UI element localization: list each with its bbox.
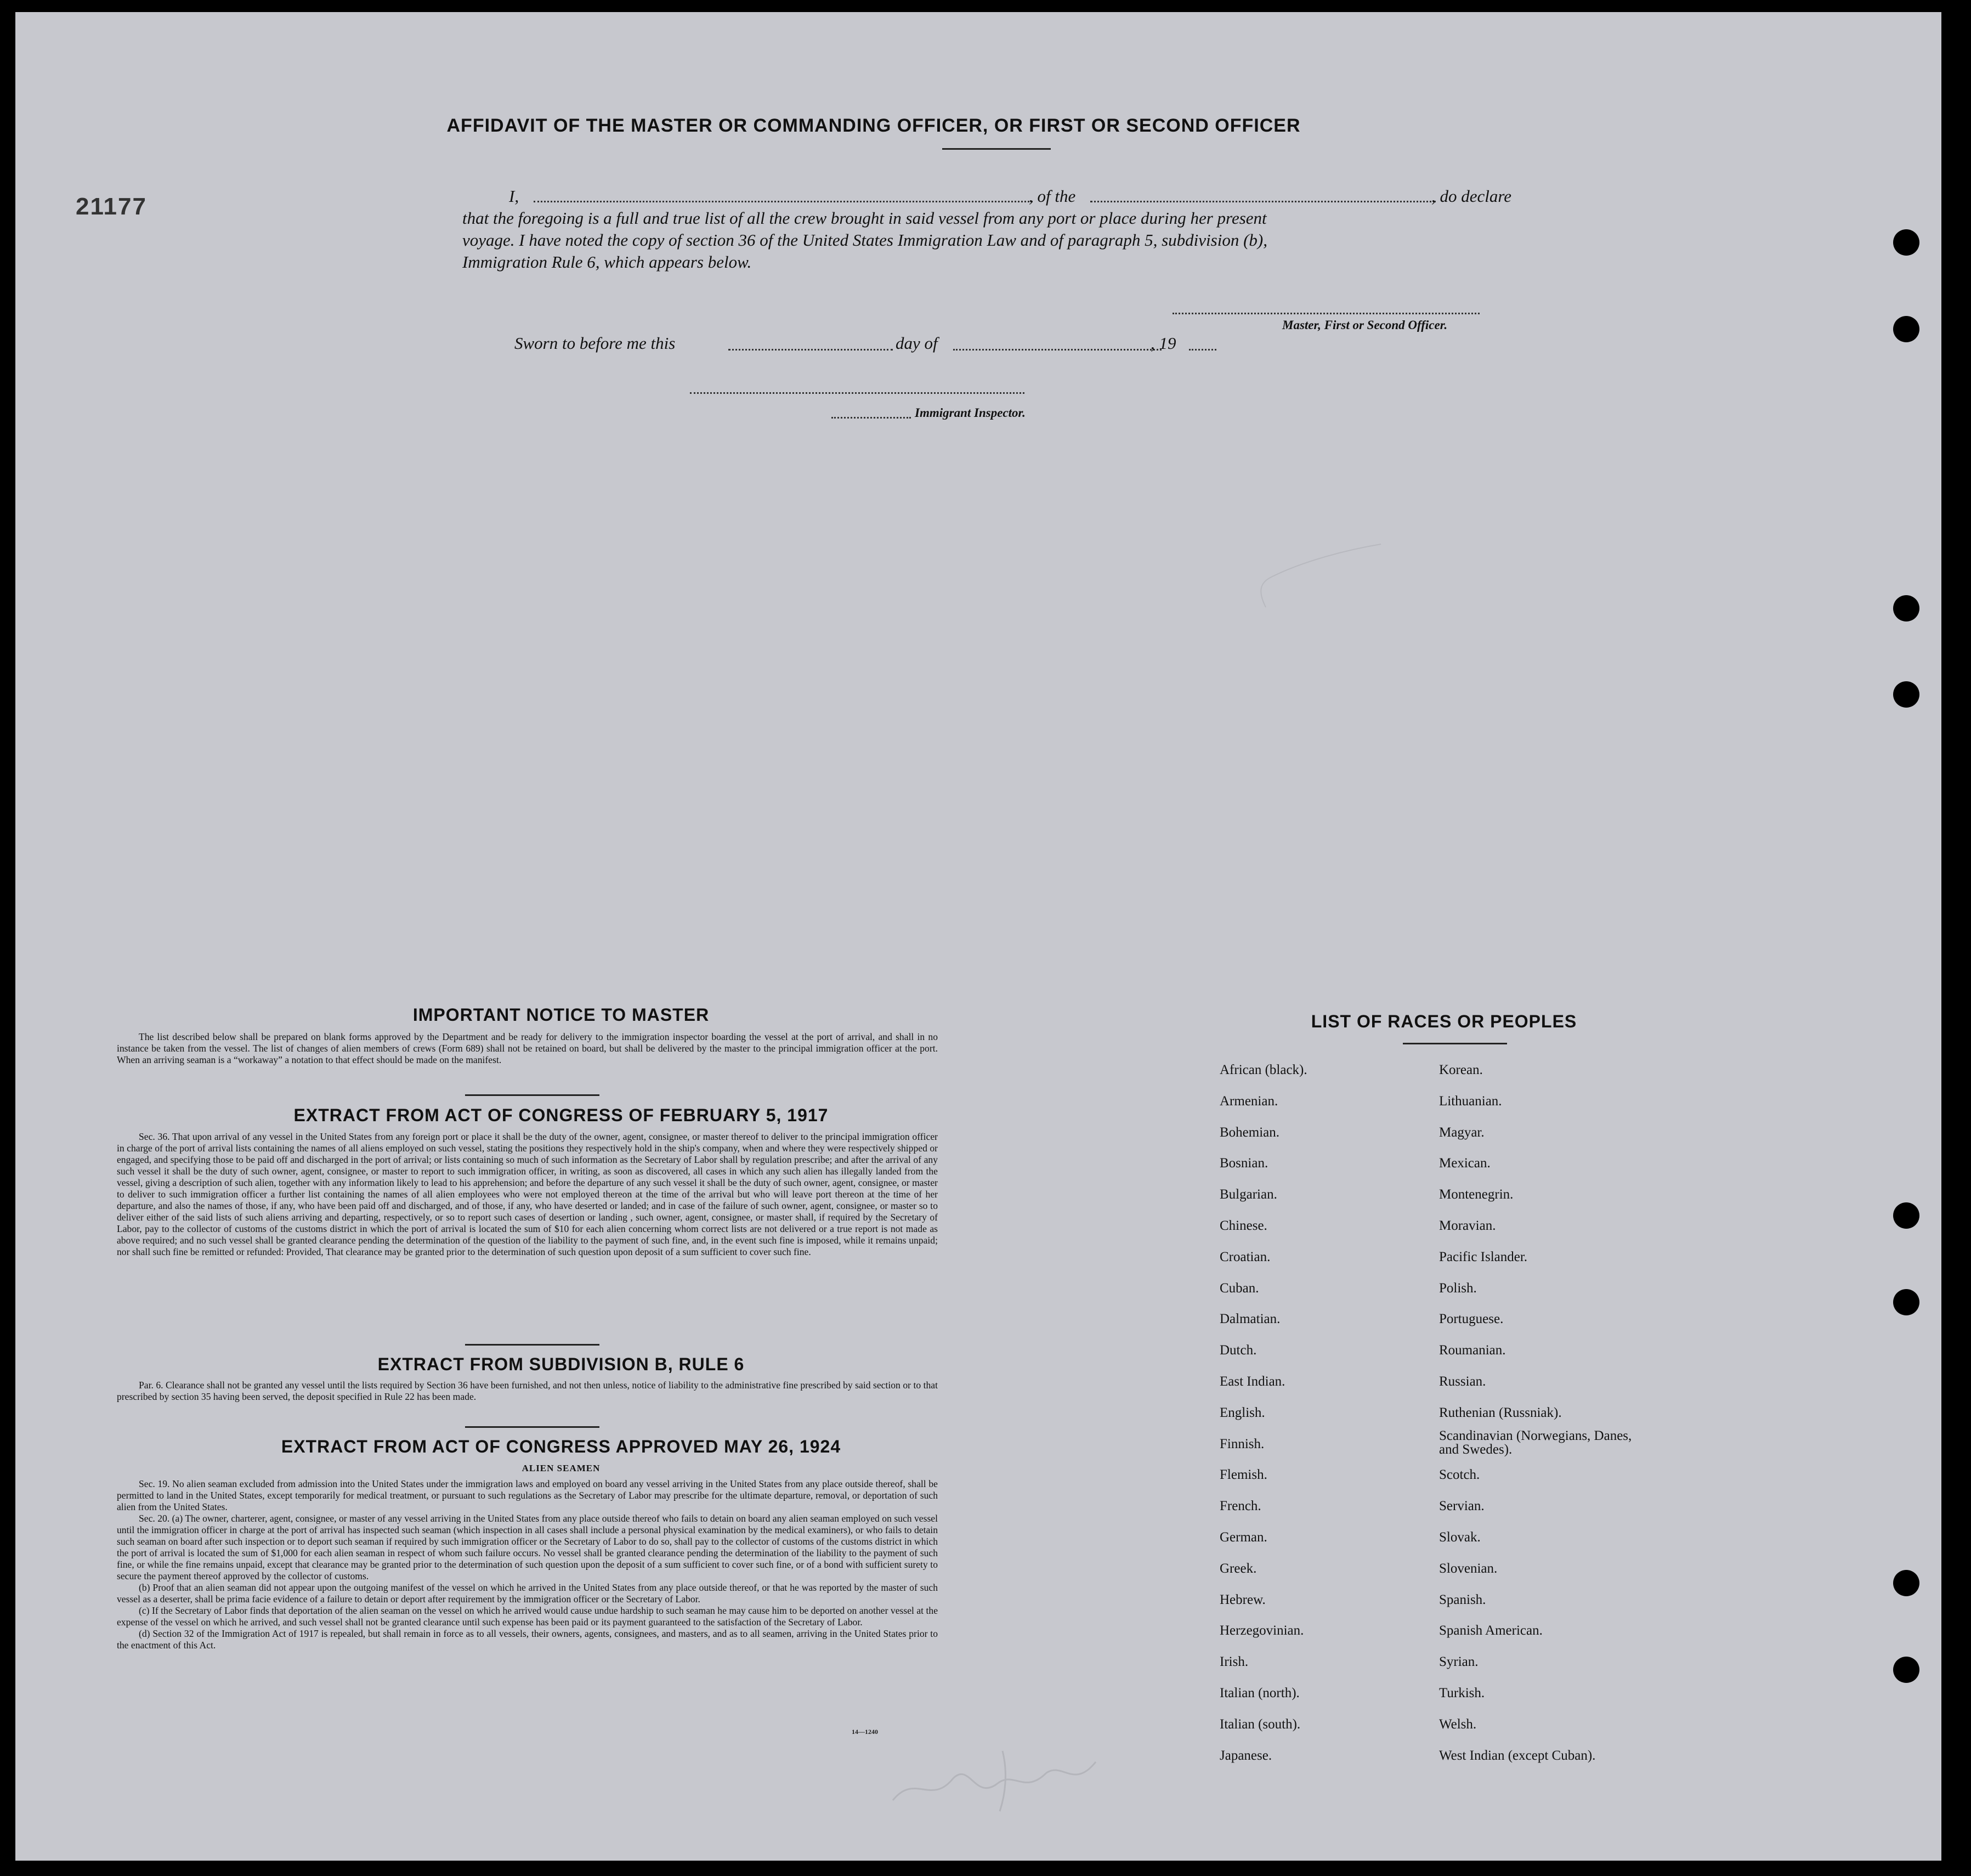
extract-1924-paragraph: (b) Proof that an alien seaman did not appear upon the outgoing manifest of the vessel on which he arrived in the United States from any place outside thereof, or that he was reported by the master of such vessel as a deserter, shall be prima facie evidence of a failure to detain or deport after requirement by the immigration officer or the Secretary of Labor. <box>117 1582 938 1604</box>
year-label: , 19 <box>1151 334 1176 353</box>
race-item: Finnish. <box>1220 1436 1265 1451</box>
race-item: Welsh. <box>1439 1716 1477 1732</box>
race-item: Italian (south). <box>1220 1716 1301 1732</box>
race-item: Armenian. <box>1220 1093 1278 1109</box>
race-item: Lithuanian. <box>1439 1093 1502 1109</box>
race-item: Greek. <box>1220 1561 1257 1576</box>
extract-rule6-divider <box>465 1426 599 1428</box>
race-item: Slovak. <box>1439 1530 1481 1545</box>
sworn-year-field[interactable] <box>1189 349 1216 351</box>
race-item: Spanish American. <box>1439 1623 1543 1638</box>
race-item: Italian (north). <box>1220 1686 1300 1700</box>
extract-rule6-paragraph: Par. 6. Clearance shall not be granted any vessel until the lists required by Section 36 have been furnished, and not then unless, notice of liability to the administrative fine prescribed by said section or to that prescribed by section 35 having been served, the deposit specified in Rule 22 has been made. <box>117 1380 938 1402</box>
race-item: Flemish. <box>1220 1467 1267 1483</box>
race-item: Croatian. <box>1220 1249 1271 1264</box>
race-item: Korean. <box>1439 1063 1483 1077</box>
title-divider <box>942 148 1051 150</box>
races-title: LIST OF RACES OR PEOPLES <box>1311 1012 1577 1031</box>
race-item: Scandinavian (Norwegians, Danes, and Swedes). <box>1439 1428 1632 1457</box>
race-item: French. <box>1220 1499 1261 1514</box>
binder-hole <box>1893 1202 1919 1229</box>
race-item: Ruthenian (Russniak). <box>1439 1405 1562 1420</box>
extract-1924-title: EXTRACT FROM ACT OF CONGRESS APPROVED MAY 26, 1924 <box>281 1437 841 1456</box>
race-item: Dutch. <box>1220 1343 1257 1358</box>
affidavit-line-4: Immigration Rule 6, which appears below. <box>462 252 752 272</box>
binder-hole <box>1893 1657 1919 1683</box>
race-item: African (black). <box>1220 1063 1307 1077</box>
race-item: Hebrew. <box>1220 1592 1266 1607</box>
notice-paragraph: The list described below shall be prepared on blank forms approved by the Department and be ready for delivery to the immigration inspector boarding the vessel at the port of arrival, and shall in no instance be taken from the vessel. The list of changes of alien members of crews (Form 689) shall not be retained on board, but shall be delivered by the master to the principal immigration officer at the port. When an arriving seaman is a “workaway” a notation to that effect should be made on the manifest. <box>117 1031 938 1065</box>
extract-rule6-title: EXTRACT FROM SUBDIVISION B, RULE 6 <box>377 1354 745 1374</box>
inspector-signature-field[interactable] <box>690 392 1024 394</box>
race-item: English. <box>1220 1405 1265 1420</box>
race-item: Portuguese. <box>1439 1312 1504 1327</box>
sworn-day-field[interactable] <box>728 349 893 351</box>
race-item: Scotch. <box>1439 1467 1480 1483</box>
master-signature-field[interactable] <box>1173 313 1480 314</box>
name-field[interactable] <box>534 201 1033 202</box>
form-number: 14—1240 <box>852 1728 878 1736</box>
race-item: Russian. <box>1439 1374 1486 1389</box>
vessel-field[interactable] <box>1090 201 1436 202</box>
affidavit-of-the-label: , of the <box>1029 187 1076 206</box>
affidavit-declare-label: , do declare <box>1431 187 1512 206</box>
binder-hole <box>1893 316 1919 342</box>
extract-1917-paragraph: Sec. 36. That upon arrival of any vessel in the United States from any foreign port or place it shall be the duty of the owner, agent, consignee, or master thereof to deliver to the principal immigration officer in charge of the port of arrival lists containing the names of all aliens employed on such vessel, stating the positions they respectively hold in the ship's company, when and where they were respectively shipped or engaged, and specifying those to be paid off and discharged in the port of arrival; or lists containing so much of such information as the Secretary of Labor shall by regulation prescribe; and after the arrival of any such vessel it shall be the duty of such owner, agent, consignee, or master to report to such immigration officer, in writing, as soon as discovered, all cases in which any such alien has illegally landed from the vessel, giving a description of such alien, together with any information likely to lead to his apprehension; and before the departure of any such vessel it shall be the duty of such owner, agent, consignee, or master to deliver to such immigration officer a further list containing the names of all alien employees who were not employed thereon at the time of the arrival but who will leave port thereon at the time of her departure, and also the names of those, if any, who have been paid off and discharged, and of those, if any, who have deserted or landed; and in case of the failure of such owner, agent, consignee, or master so to deliver either of the said lists of such aliens arriving and departing, respectively, or so to report such cases of desertion or landing , such owner, agent, consignee, or master shall, if required by the Secretary of Labor, pay to the collector of customs of the customs district in which the port of arrival is located the sum of $10 for each alien concerning whom correct lists are not delivered or a true report is not made as above required; and no such vessel shall be granted clearance pending the determination of the question of the liability to the payment of such fine, and, in the event such fine is imposed, while it remains unpaid; nor shall such fine be remitted or refunded: Provided, That clearance may be granted prior to the determination of such question upon deposit of a sum sufficient to cover such fine. <box>117 1131 938 1257</box>
sworn-label: Sworn to before me this <box>514 334 676 353</box>
master-signature-label: Master, First or Second Officer. <box>1282 318 1448 332</box>
race-item: Japanese. <box>1220 1748 1272 1763</box>
race-item: East Indian. <box>1220 1374 1285 1389</box>
affidavit-line-3: voyage. I have noted the copy of section 36 of the United States Immigration Law and of paragraph 5, subdivision (b), <box>462 230 1267 250</box>
affidavit-line-2: that the foregoing is a full and true list of all the crew brought in said vessel from any port or place during her present <box>462 208 1267 228</box>
inspector-signature-lead <box>831 417 911 419</box>
extract-1924-subtitle: ALIEN SEAMEN <box>522 1463 601 1473</box>
race-item: Mexican. <box>1439 1156 1491 1171</box>
race-item: Turkish. <box>1439 1686 1485 1700</box>
extract-1924-paragraph: Sec. 19. No alien seaman excluded from admission into the United States under the immigration laws and employed on board any vessel arriving in the United States from any place outside thereof, shall be permitted to land in the United States, except temporarily for medical treatment, or pursuant to such regulations as the Secretary of Labor may prescribe for the ultimate departure, removal, or deportation of such alien from the United States. <box>117 1478 938 1512</box>
race-item: Servian. <box>1439 1499 1485 1514</box>
race-item: Bulgarian. <box>1220 1187 1277 1202</box>
day-of-label: day of <box>896 334 938 353</box>
race-item: Spanish. <box>1439 1592 1486 1607</box>
race-item: Moravian. <box>1439 1218 1496 1233</box>
race-item: Herzegovinian. <box>1220 1623 1304 1638</box>
binder-hole <box>1893 1570 1919 1596</box>
notice-title: IMPORTANT NOTICE TO MASTER <box>412 1005 710 1025</box>
extract-1917-title: EXTRACT FROM ACT OF CONGRESS OF FEBRUARY 5, 1917 <box>293 1105 829 1125</box>
extract-1924-paragraph: (d) Section 32 of the Immigration Act of 1917 is repealed, but shall remain in force as to all vessels, their owners, agents, consignees, and masters, and as to all seamen, arriving in the United States prior to the enactment of this Act. <box>117 1628 938 1651</box>
race-item: West Indian (except Cuban). <box>1439 1748 1596 1763</box>
affidavit-i-label: I, <box>509 187 519 206</box>
affidavit-title: AFFIDAVIT OF THE MASTER OR COMMANDING OFFICER, OR FIRST OR SECOND OFFICER <box>446 115 1301 136</box>
race-item: Irish. <box>1220 1654 1249 1670</box>
extract-1917-divider <box>465 1344 599 1346</box>
extract-1924-paragraph: (c) If the Secretary of Labor finds that deportation of the alien seaman on the vessel on which he arrived would cause undue hardship to such seaman he may cause him to be deported on another vessel at the expense of the vessel on which he arrived, and such vessel shall not be granted clearance until such expense has been paid or its payment guaranteed to the satisfaction of the Secretary of Labor. <box>117 1605 938 1628</box>
sworn-month-field[interactable] <box>953 349 1162 351</box>
extract-1924-paragraph: Sec. 20. (a) The owner, charterer, agent, consignee, or master of any vessel arriving in the United States from any place outside thereof who fails to detain on board any alien seaman employed on such vessel until the immigration officer in charge at the port of arrival has inspected such seaman (which inspection in all cases shall include a personal physical examination by the medical examiners), or who fails to detain such seaman on board after such inspection or to deport such seaman if required by such immigration officer or the Secretary of Labor to do so, shall pay to the collector of customs of the customs district in which the port of arrival is located the sum of $1,000 for each alien seaman in respect of whom such failure occurs. No vessel shall be granted clearance pending the determination of the liability to the payment of such fine, or while the fine remains unpaid, except that clearance may be granted prior to the determination of such question upon the deposit of a sum sufficient to cover such fine, or of a bond with sufficient surety to secure the payment thereof approved by the collector of customs. <box>117 1513 938 1581</box>
document-page <box>15 12 1941 1861</box>
notice-divider <box>465 1094 599 1096</box>
race-item: Pacific Islander. <box>1439 1249 1528 1264</box>
faint-pen-stroke <box>1255 539 1386 615</box>
extract-rule6-text <box>117 1380 938 1403</box>
race-item: Chinese. <box>1220 1218 1267 1233</box>
extract-1917-text <box>117 1131 938 1258</box>
notice-text <box>117 1031 938 1066</box>
binder-hole <box>1893 681 1919 708</box>
binder-hole <box>1893 229 1919 256</box>
binder-hole <box>1893 595 1919 621</box>
race-item: Bosnian. <box>1220 1156 1268 1171</box>
inspector-signature-label: Immigrant Inspector. <box>915 406 1026 420</box>
race-item: Montenegrin. <box>1439 1187 1514 1202</box>
race-item: Magyar. <box>1439 1125 1485 1140</box>
races-divider <box>1403 1043 1507 1044</box>
race-item: Bohemian. <box>1220 1125 1280 1140</box>
faint-signature <box>882 1740 1112 1817</box>
extract-1924-text <box>117 1478 938 1651</box>
race-item: Syrian. <box>1439 1654 1479 1670</box>
race-item: Polish. <box>1439 1280 1477 1296</box>
binder-hole <box>1893 1289 1919 1315</box>
race-item: German. <box>1220 1530 1267 1545</box>
race-item: Roumanian. <box>1439 1343 1506 1358</box>
race-item: Cuban. <box>1220 1280 1259 1296</box>
race-item: Slovenian. <box>1439 1561 1498 1576</box>
race-item: Dalmatian. <box>1220 1312 1281 1327</box>
margin-mark: 21177 <box>76 193 147 220</box>
